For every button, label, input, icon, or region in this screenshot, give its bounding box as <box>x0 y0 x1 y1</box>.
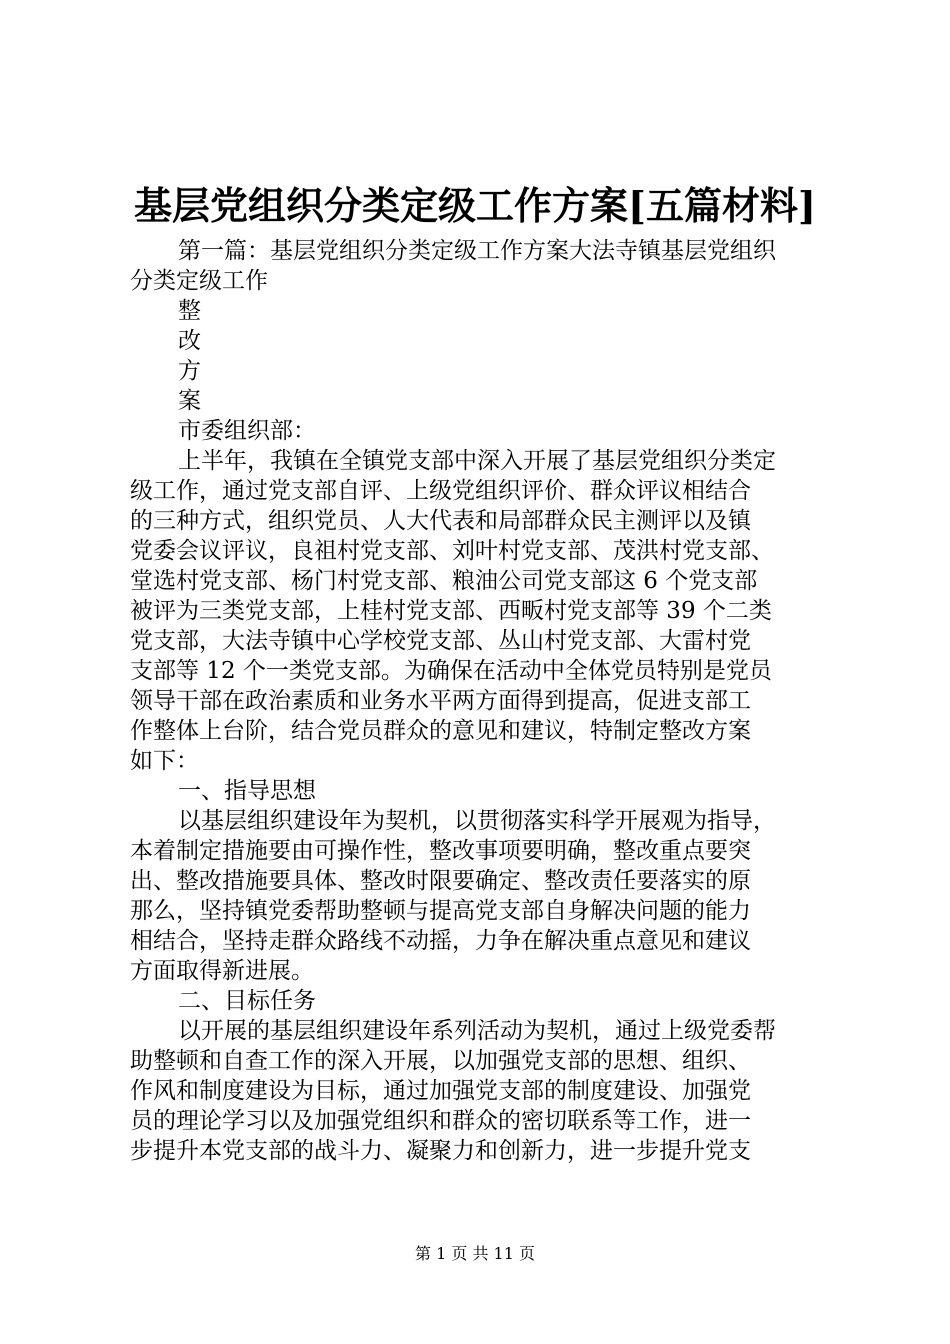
text-line: 如下： <box>130 748 199 774</box>
text-line: 领导干部在政治素质和业务水平两方面得到提高，促进支部工 <box>130 688 751 714</box>
text-line: 二、目标任务 <box>178 988 316 1014</box>
text-line: 方 <box>178 358 201 384</box>
text-line: 级工作，通过党支部自评、上级党组织评价、群众评议相结合 <box>130 478 751 504</box>
text-line: 相结合，坚持走群众路线不动摇，力争在解决重点意见和建议 <box>130 928 751 954</box>
text-line: 以基层组织建设年为契机，以贯彻落实科学开展观为指导， <box>178 808 776 834</box>
text-line: 员的理论学习以及加强党组织和群众的密切联系等工作，进一 <box>130 1108 751 1134</box>
text-line: 步提升本党支部的战斗力、凝聚力和创新力，进一步提升党支 <box>130 1138 751 1164</box>
text-line: 方面取得新进展。 <box>130 958 314 984</box>
text-line: 作风和制度建设为目标，通过加强党支部的制度建设、加强党 <box>130 1078 751 1104</box>
text-line: 市委组织部： <box>178 418 316 444</box>
document-title: 基层党组织分类定级工作方案[五篇材料] <box>134 183 816 228</box>
text-line: 上半年，我镇在全镇党支部中深入开展了基层党组织分类定 <box>178 448 776 474</box>
text-line: 分类定级工作 <box>130 268 268 294</box>
text-line: 出、整改措施要具体、整改时限要确定、整改责任要落实的原 <box>130 868 751 894</box>
document-body <box>130 236 830 1166</box>
text-line: 一、指导思想 <box>178 778 316 804</box>
text-line: 党委会议评议，良祖村党支部、刘叶村党支部、茂洪村党支部、 <box>130 538 774 564</box>
text-line: 被评为三类党支部，上桂村党支部、西畈村党支部等 39 个二类 <box>130 598 772 624</box>
text-line: 本着制定措施要由可操作性，整改事项要明确，整改重点要突 <box>130 838 751 864</box>
text-line: 改 <box>178 328 201 354</box>
text-line: 党支部，大法寺镇中心学校党支部、丛山村党支部、大雷村党 <box>130 628 751 654</box>
text-line: 以开展的基层组织建设年系列活动为契机，通过上级党委帮 <box>178 1018 776 1044</box>
text-line: 的三种方式，组织党员、人大代表和局部群众民主测评以及镇 <box>130 508 751 534</box>
text-line: 整 <box>178 298 201 324</box>
text-line: 堂选村党支部、杨门村党支部、粮油公司党支部这 6 个党支部 <box>130 568 758 594</box>
text-line: 助整顿和自查工作的深入开展，以加强党支部的思想、组织、 <box>130 1048 751 1074</box>
text-line: 第一篇：基层党组织分类定级工作方案大法寺镇基层党组织 <box>178 238 776 264</box>
text-line: 作整体上台阶，结合党员群众的意见和建议，特制定整改方案 <box>130 718 751 744</box>
text-line: 案 <box>178 388 201 414</box>
text-line: 那么，坚持镇党委帮助整顿与提高党支部自身解决问题的能力 <box>130 898 751 924</box>
page-footer: 第 1 页 共 11 页 <box>415 1244 535 1263</box>
text-line: 支部等 12 个一类党支部。为确保在活动中全体党员特别是党员 <box>130 658 772 684</box>
